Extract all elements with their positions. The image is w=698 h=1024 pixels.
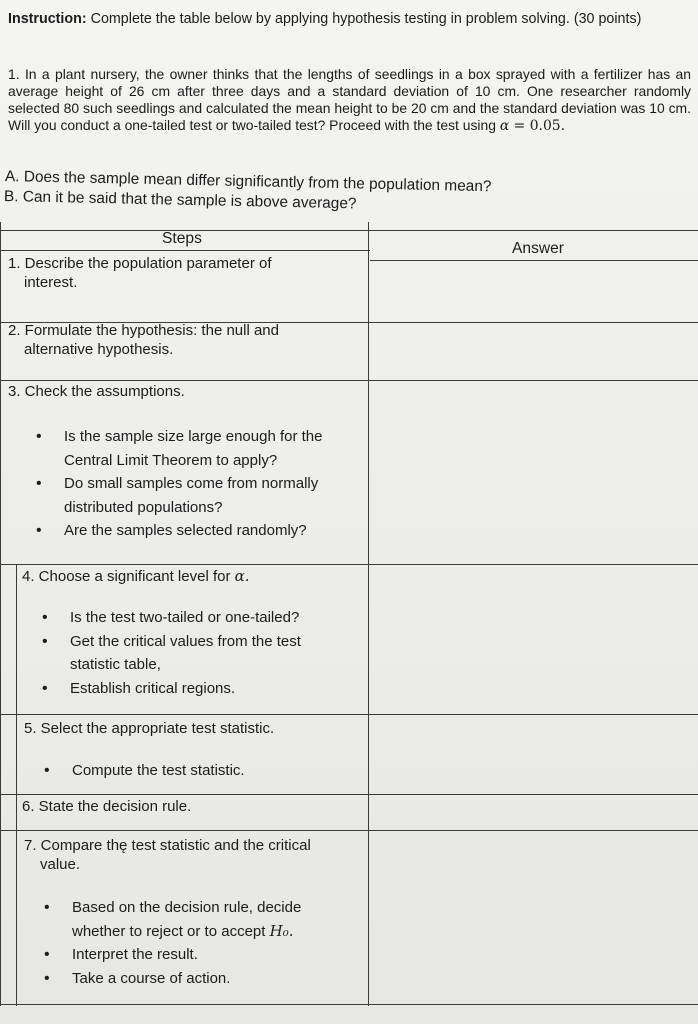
header-steps: Steps [162,230,202,247]
instruction-text [8,10,692,28]
step-4-bullet-1 [42,606,358,630]
step-3-bullet-1-line1: Is the sample size large enough for the [64,428,323,445]
step-6-answer-cell[interactable] [370,796,698,830]
step-1-line2: interest. [24,274,78,291]
step-1 [8,254,272,292]
step-4-bullet-1-text: Is the test two-tailed or one-tailed? [70,609,300,626]
step-3-bullet-3-text: Are the samples selected randomly? [64,522,307,539]
step-5-answer-cell[interactable] [370,716,698,794]
step-4-bullet-2-line1: Get the critical values from the test [70,632,301,650]
instruction-label: Instruction: [8,11,87,27]
alpha-value: 0.05. [529,118,566,134]
table-bottom-border [0,1004,698,1005]
question-a: A. Does the sample mean differ significantly from the population mean? [4,168,492,196]
step-4-alpha-symbol: α. [234,567,250,585]
step-4-bullet-2-line2: statistic table, [70,656,161,673]
header-answer: Answer [512,240,564,257]
step-4-title-text: 4. Choose a significant level for [22,568,231,585]
step-7-answer-cell[interactable] [370,832,698,1004]
step-7-bullet-1-line2-text: whether to reject or to accept [72,922,266,940]
step-4-title [22,567,250,586]
step-3-answer-cell[interactable] [370,382,698,564]
step-4-bullet-3-text: Establish critical regions. [70,679,236,697]
step-6-title: 6. State the decision rule. [22,798,192,815]
step-4-bullet-2 [42,630,358,677]
table-left-border [0,222,1,1006]
step-1-answer-cell[interactable] [370,262,698,322]
step-5-bullets [44,759,358,783]
step-7-bullets [44,896,368,990]
step-7-bullet-1 [44,896,368,943]
step-5-bullet-1-text: Compute the test statistic. [72,762,245,779]
step-7-line2: value. [40,856,81,873]
alpha-symbol: α [499,118,510,134]
table-top-border [0,230,698,231]
step-3-bullet-3 [36,519,358,543]
header-divider-steps [0,250,370,251]
step-7-line1: 7. Compare thę test statistic and the critical [24,837,311,854]
step-2-line1: 2. Formulate the hypothesis: the null and [8,322,279,339]
alpha-equals: = [509,118,530,134]
step-3-bullet-2-line1: Do small samples come from normally [64,475,319,492]
instruction-body: Complete the table below by applying hypothesis testing in problem solving. (30 points) [90,11,642,27]
step-3-bullet-2-line2: distributed populations? [64,498,223,516]
step-7-bullet-1-line2 [72,920,368,944]
step-4-bullets [42,606,358,700]
step-1-line1: 1. Describe the population parameter of [8,255,272,272]
step-2-line2: alternative hypothesis. [24,341,174,358]
step-4-bullet-3 [42,677,358,701]
step-2 [8,321,279,359]
problem-statement [8,66,691,135]
question-b: B. Can it be said that the sample is above average? [3,188,357,213]
step-2-answer-cell[interactable] [370,324,698,380]
step-7-bullet-3-text: Take a course of action. [72,969,231,987]
problem-text: 1. In a plant nursery, the owner thinks that the lengths of seedlings in a box sprayed with a fertilizer has an average height of 26 cm after three days and a standard deviation of 10 cm. One researcher randomly selected 80 such seedlings and calculated the mean height to be 20 cm and the standard deviation was 10 cm. Will you conduct a one-tailed test or two-tailed test? Proceed with the test using [8,66,691,133]
step-3-bullets [36,425,358,543]
step-7-bullet-2-text: Interpret the result. [72,946,198,963]
step-4-answer-cell[interactable] [370,566,698,714]
null-hypothesis-symbol: H₀. [269,921,294,940]
step-7-bullet-1-line1: Based on the decision rule, decide [72,899,302,916]
step-3-bullet-1 [36,425,358,472]
step-7-bullet-3 [44,967,368,991]
step-5-title: 5. Select the appropriate test statistic. [24,720,275,737]
inner-left-border [16,564,17,1006]
step-7-bullet-2 [44,943,368,967]
step-5-bullet-1 [44,759,358,783]
step-7 [24,836,311,874]
step-3-bullet-1-line2: Central Limit Theorem to apply? [64,451,278,469]
step-3-bullet-2 [36,472,358,519]
hypothesis-steps-table [0,222,698,1012]
step-3-title: 3. Check the assumptions. [8,383,185,400]
